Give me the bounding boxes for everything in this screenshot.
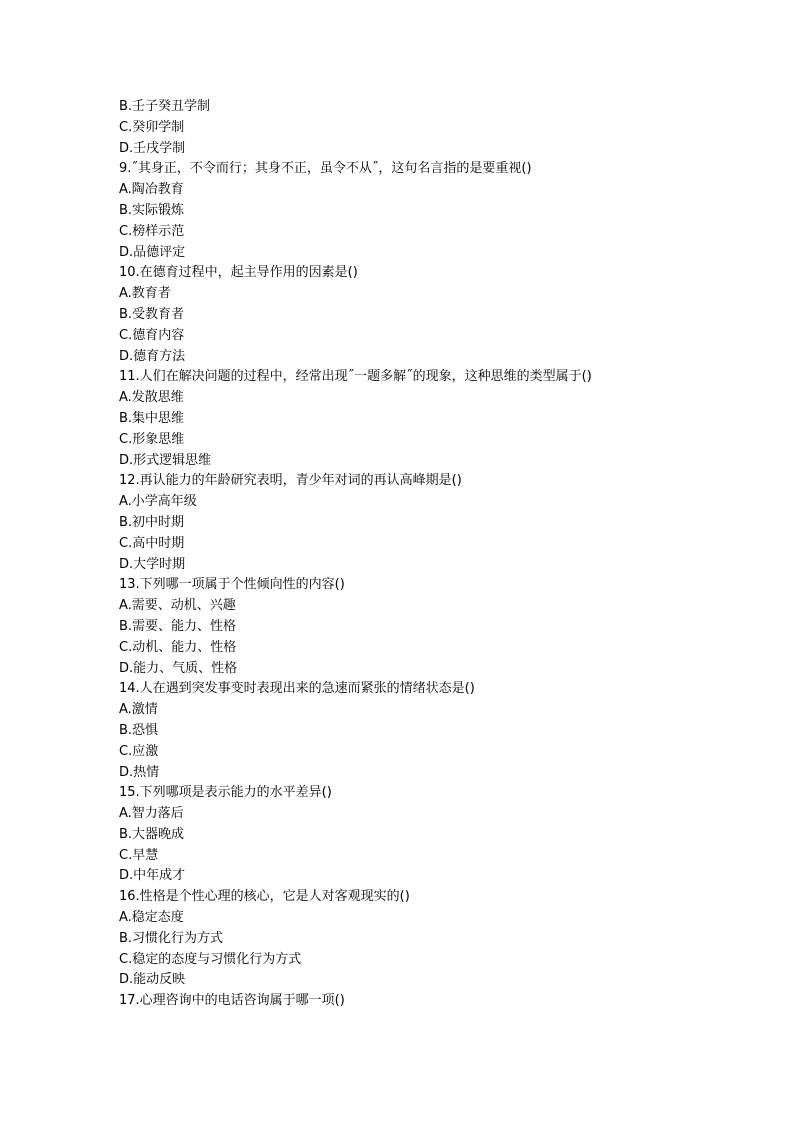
question-9-line: 9.˝其身正，不令而行；其身不正，虽令不从˝，这句名言指的是要重视()	[119, 161, 532, 177]
option-b-line: B.大器晚成	[119, 826, 185, 842]
option-d-line: D.热情	[119, 764, 160, 780]
option-a-line: A.小学高年级	[119, 494, 197, 510]
option-d-line: D.能力、气质、性格	[119, 660, 238, 676]
document-page	[119, 97, 759, 1012]
question-14-line: 14.人在遇到突发事变时表现出来的急速而紧张的情绪状态是()	[119, 681, 475, 697]
option-a-line: A.智力落后	[119, 806, 184, 822]
option-b-line: B.实际锻炼	[119, 202, 185, 218]
option-b-line: B.习惯化行为方式	[119, 930, 224, 946]
question-10-line: 10.在德育过程中，起主导作用的因素是()	[119, 265, 358, 281]
option-a-line: A.需要、动机、兴趣	[119, 598, 236, 614]
option-c-line: C.高中时期	[119, 535, 185, 551]
question-11-line: 11.人们在解决问题的过程中，经常出现˝一题多解˝的现象，这种思维的类型属于()	[119, 369, 592, 385]
option-c-line: C.形象思维	[119, 431, 185, 447]
option-d-line: D.能动反映	[119, 972, 186, 988]
question-16-line: 16.性格是个性心理的核心，它是人对客观现实的()	[119, 889, 410, 905]
option-b-line: B.壬子癸丑学制	[119, 99, 211, 114]
option-a-line: A.发散思维	[119, 390, 184, 406]
option-a-line: A.陶冶教育	[119, 182, 184, 198]
option-d-line: D.形式逻辑思维	[119, 452, 212, 468]
option-c-line: C.榜样示范	[119, 223, 185, 239]
question-15-line: 15.下列哪项是表示能力的水平差异()	[119, 785, 332, 801]
option-b-line: B.受教育者	[119, 306, 185, 322]
option-c-line: C.动机、能力、性格	[119, 639, 237, 655]
option-d-line: D.品德评定	[119, 244, 186, 260]
option-b-line: B.需要、能力、性格	[119, 618, 237, 634]
option-a-line: A.教育者	[119, 286, 171, 302]
question-17-line: 17.心理咨询中的电话咨询属于哪一项()	[119, 993, 345, 1009]
option-d-line: D.中年成才	[119, 868, 186, 884]
option-a-line: A.稳定态度	[119, 910, 184, 926]
option-c-line: C.早慧	[119, 847, 159, 863]
question-13-line: 13.下列哪一项属于个性倾向性的内容()	[119, 577, 345, 593]
option-b-line: B.恐惧	[119, 722, 159, 738]
option-c-line: C.癸卯学制	[119, 119, 185, 135]
option-c-line: C.稳定的态度与习惯化行为方式	[119, 951, 302, 967]
option-a-line: A.激情	[119, 702, 158, 718]
question-12-line: 12.再认能力的年龄研究表明，青少年对词的再认高峰期是()	[119, 473, 462, 489]
option-b-line: B.初中时期	[119, 514, 185, 530]
option-c-line: C.德育内容	[119, 327, 185, 343]
option-c-line: C.应激	[119, 743, 159, 759]
option-b-line: B.集中思维	[119, 410, 185, 426]
option-d-line: D.大学时期	[119, 556, 186, 572]
option-d-line: D.壬戌学制	[119, 140, 186, 156]
option-d-line: D.德育方法	[119, 348, 186, 364]
